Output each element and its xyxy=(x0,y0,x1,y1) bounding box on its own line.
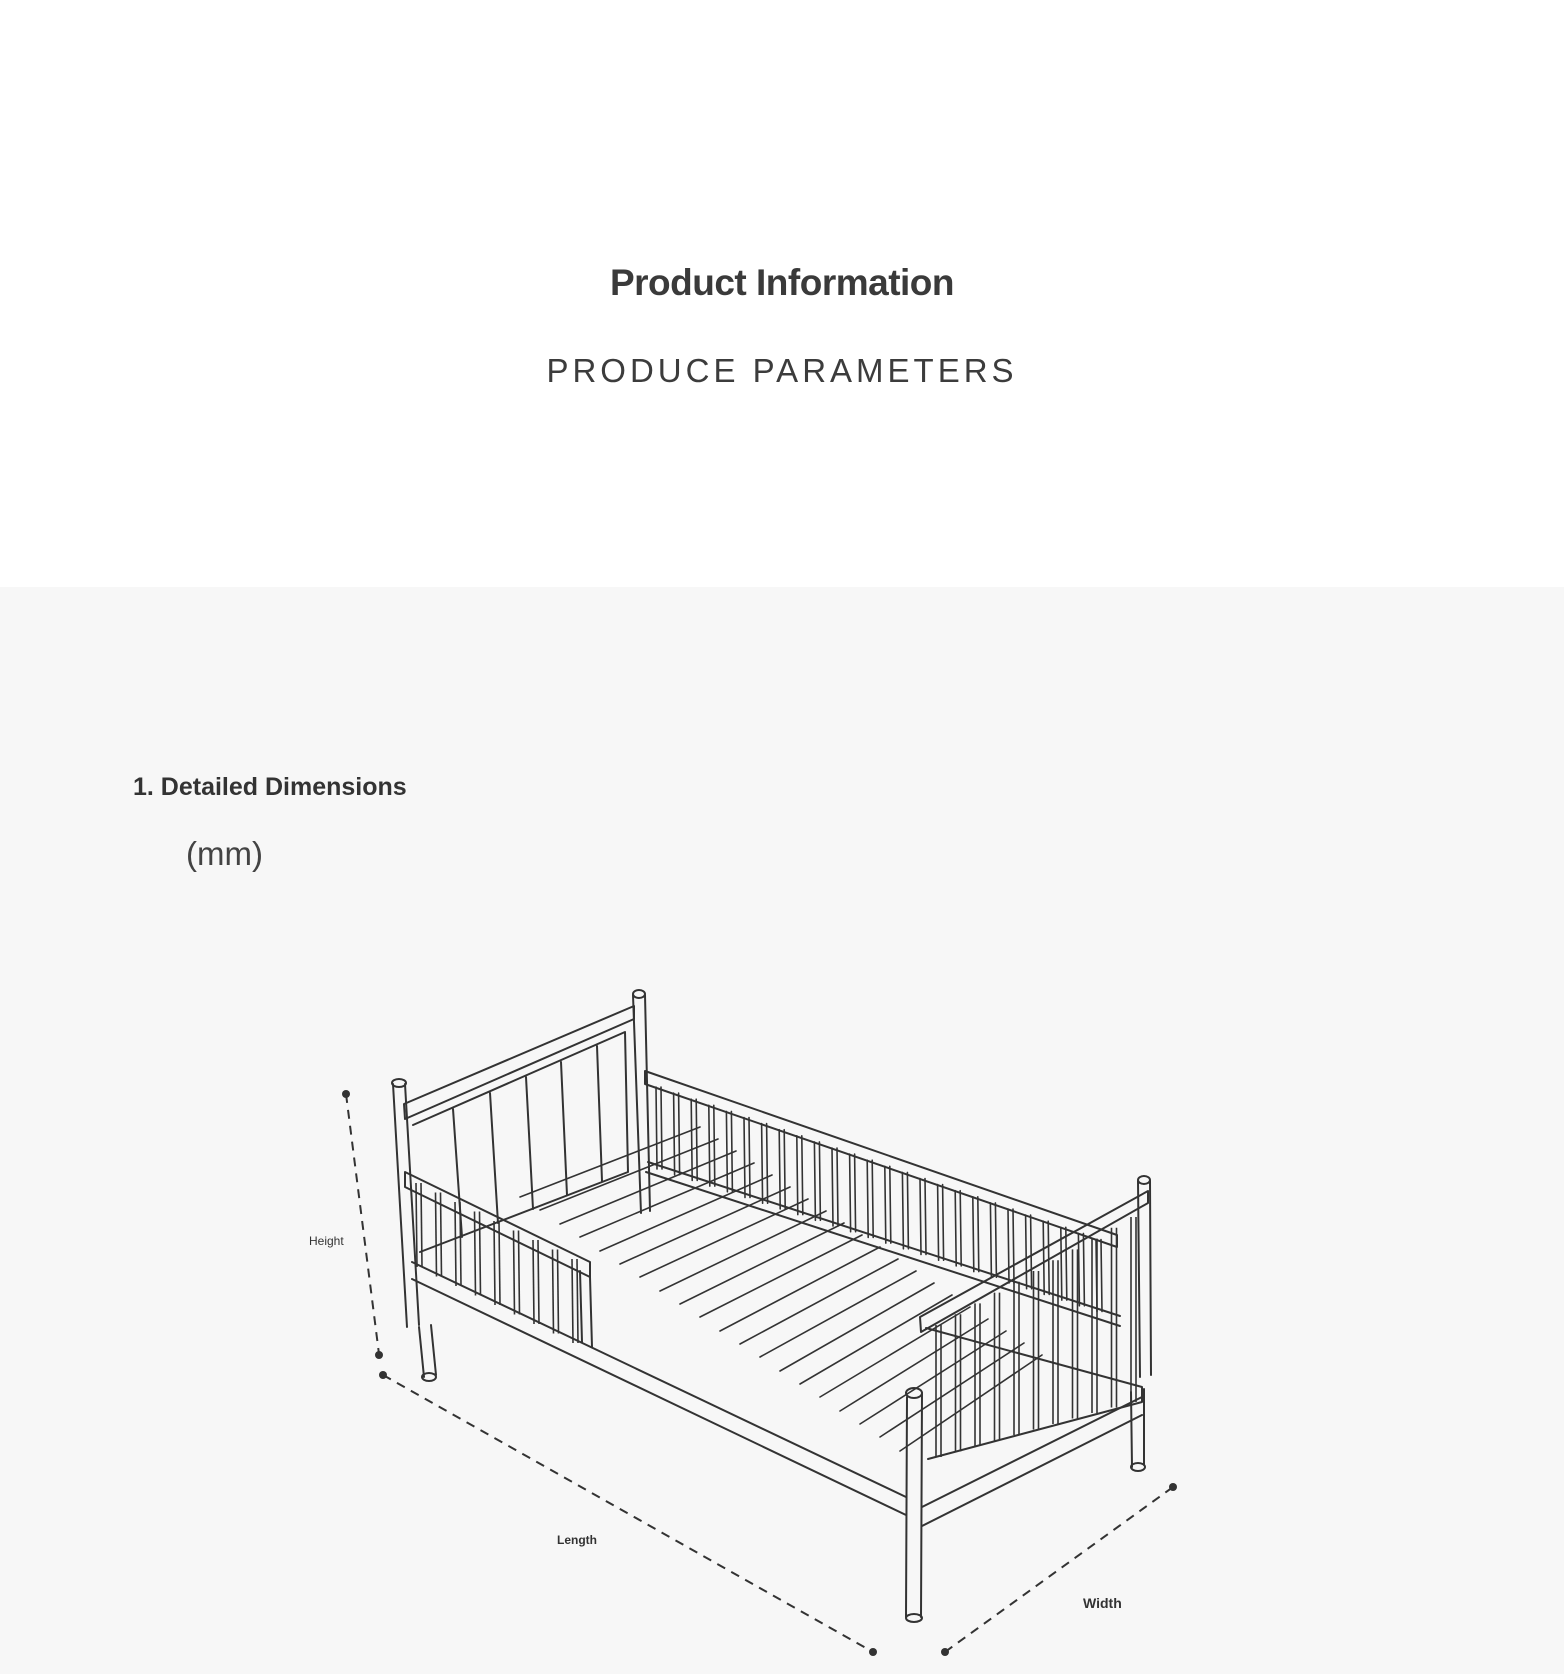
dimensions-section xyxy=(0,587,1564,1674)
header-section xyxy=(0,0,1564,587)
section-title: 1. Detailed Dimensions xyxy=(133,773,407,801)
height-label: Height xyxy=(309,1234,344,1248)
unit-label: (mm) xyxy=(186,835,263,872)
height-dimension-line xyxy=(346,1094,379,1354)
dimension-endpoints xyxy=(342,1090,1177,1656)
width-dimension-line xyxy=(945,1487,1173,1652)
page-subtitle: PRODUCE PARAMETERS xyxy=(546,352,1018,389)
headboard xyxy=(392,990,650,1327)
back-balusters xyxy=(656,1087,1102,1312)
length-dimension-line xyxy=(383,1375,873,1652)
length-label: Length xyxy=(557,1533,597,1547)
page-title: Product Information xyxy=(609,262,955,303)
width-label: Width xyxy=(1083,1595,1122,1611)
front-post xyxy=(906,1388,922,1622)
dimension-lines xyxy=(346,1094,1173,1652)
slats xyxy=(520,1127,1042,1451)
bed-diagram xyxy=(0,587,1564,1674)
